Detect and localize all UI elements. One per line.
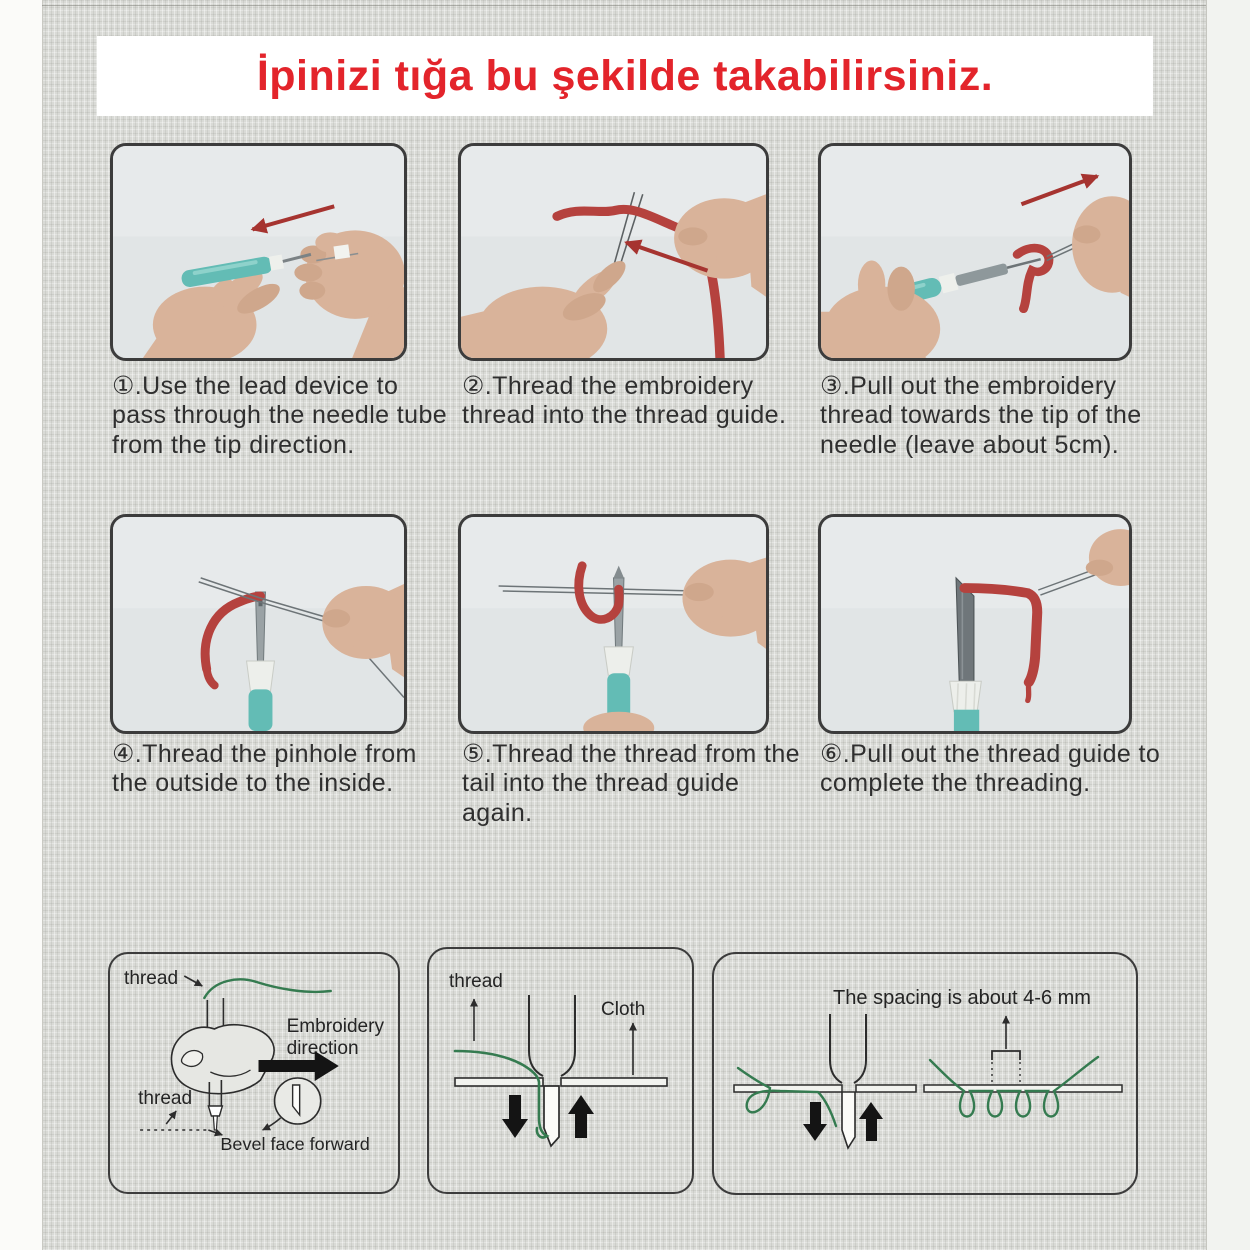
step-5-photo bbox=[458, 514, 769, 734]
green-thread-loop-illustration bbox=[738, 1068, 836, 1126]
cross-section-illustration bbox=[429, 949, 692, 1192]
spacing-measure-icon bbox=[992, 1016, 1020, 1086]
spacing-diagram bbox=[712, 952, 1138, 1195]
thread-top-label: thread bbox=[124, 968, 179, 989]
step-4-photo bbox=[110, 514, 407, 734]
page-top-edge bbox=[42, 5, 1206, 6]
holding-diagram bbox=[108, 952, 400, 1194]
green-thread-illustration bbox=[455, 1051, 547, 1137]
page-right-edge bbox=[1206, 0, 1250, 1250]
cross-section-diagram bbox=[427, 947, 694, 1194]
step-6-photo bbox=[818, 514, 1132, 734]
needle-funnel-illustration bbox=[830, 1014, 866, 1083]
cloth-illustration bbox=[455, 1078, 667, 1086]
yarn-illustration bbox=[1017, 248, 1049, 309]
cloth-label: Cloth bbox=[601, 999, 646, 1020]
step-4-photo-illustration bbox=[113, 517, 404, 731]
thread-bottom-pointer-arrow-icon bbox=[140, 1111, 222, 1135]
bevel-magnifier-illustration bbox=[263, 1078, 321, 1130]
step-5-caption: ⑤.Thread the thread from the tail into the thread guide again. bbox=[462, 740, 800, 827]
needle-tip-illustration bbox=[842, 1092, 855, 1148]
step-6-photo-illustration bbox=[821, 517, 1129, 731]
embroidery-direction-label-line1: Embroidery bbox=[286, 1016, 385, 1037]
step-4-caption: ④.Thread the pinhole from the outside to the inside. bbox=[112, 740, 417, 798]
page-left-edge bbox=[0, 0, 43, 1250]
step-2-photo bbox=[458, 143, 769, 361]
spacing-diagram-illustration bbox=[714, 954, 1136, 1193]
step-3-caption: ③.Pull out the embroidery thread towards the tip of the needle (leave about 5cm). bbox=[820, 372, 1142, 459]
step-1-caption: ①.Use the lead device to pass through the needle tube from the tip direction. bbox=[112, 372, 448, 459]
title-banner bbox=[97, 36, 1153, 116]
punch-needle-illustration bbox=[247, 592, 275, 731]
page-title: İpinizi tığa bu şekilde takabilirsiniz. bbox=[256, 51, 994, 100]
green-thread-illustration bbox=[204, 979, 330, 998]
thread-label: thread bbox=[449, 971, 503, 992]
step-2-photo-illustration bbox=[461, 146, 766, 358]
holding-diagram-illustration bbox=[110, 954, 398, 1192]
needle-funnel-illustration bbox=[529, 995, 575, 1076]
step-2-caption: ②.Thread the embroidery thread into the thread guide. bbox=[462, 372, 787, 430]
step-3-photo bbox=[818, 143, 1132, 361]
step-3-photo-illustration bbox=[821, 146, 1129, 358]
thread-pointer-arrow-icon bbox=[184, 976, 202, 986]
right-hand-illustration bbox=[294, 230, 404, 358]
up-arrow-icon bbox=[568, 1095, 594, 1138]
step-1-photo-illustration bbox=[113, 146, 404, 358]
left-hand-illustration bbox=[461, 256, 631, 358]
right-hand-illustration bbox=[322, 584, 404, 677]
thread-bottom-label: thread bbox=[138, 1088, 193, 1109]
step-6-caption: ⑥.Pull out the thread guide to complete the threading. bbox=[820, 740, 1161, 798]
down-arrow-icon bbox=[803, 1102, 827, 1141]
up-arrow-icon bbox=[859, 1102, 883, 1141]
spacing-caption: The spacing is about 4-6 mm bbox=[833, 987, 1091, 1009]
step-5-photo-illustration bbox=[461, 517, 766, 731]
bevel-face-forward-label: Bevel face forward bbox=[220, 1134, 370, 1154]
embroidery-direction-label-line2: direction bbox=[286, 1038, 359, 1059]
step-1-photo bbox=[110, 143, 407, 361]
left-hand-illustration bbox=[821, 261, 940, 358]
down-arrow-icon bbox=[502, 1095, 528, 1138]
